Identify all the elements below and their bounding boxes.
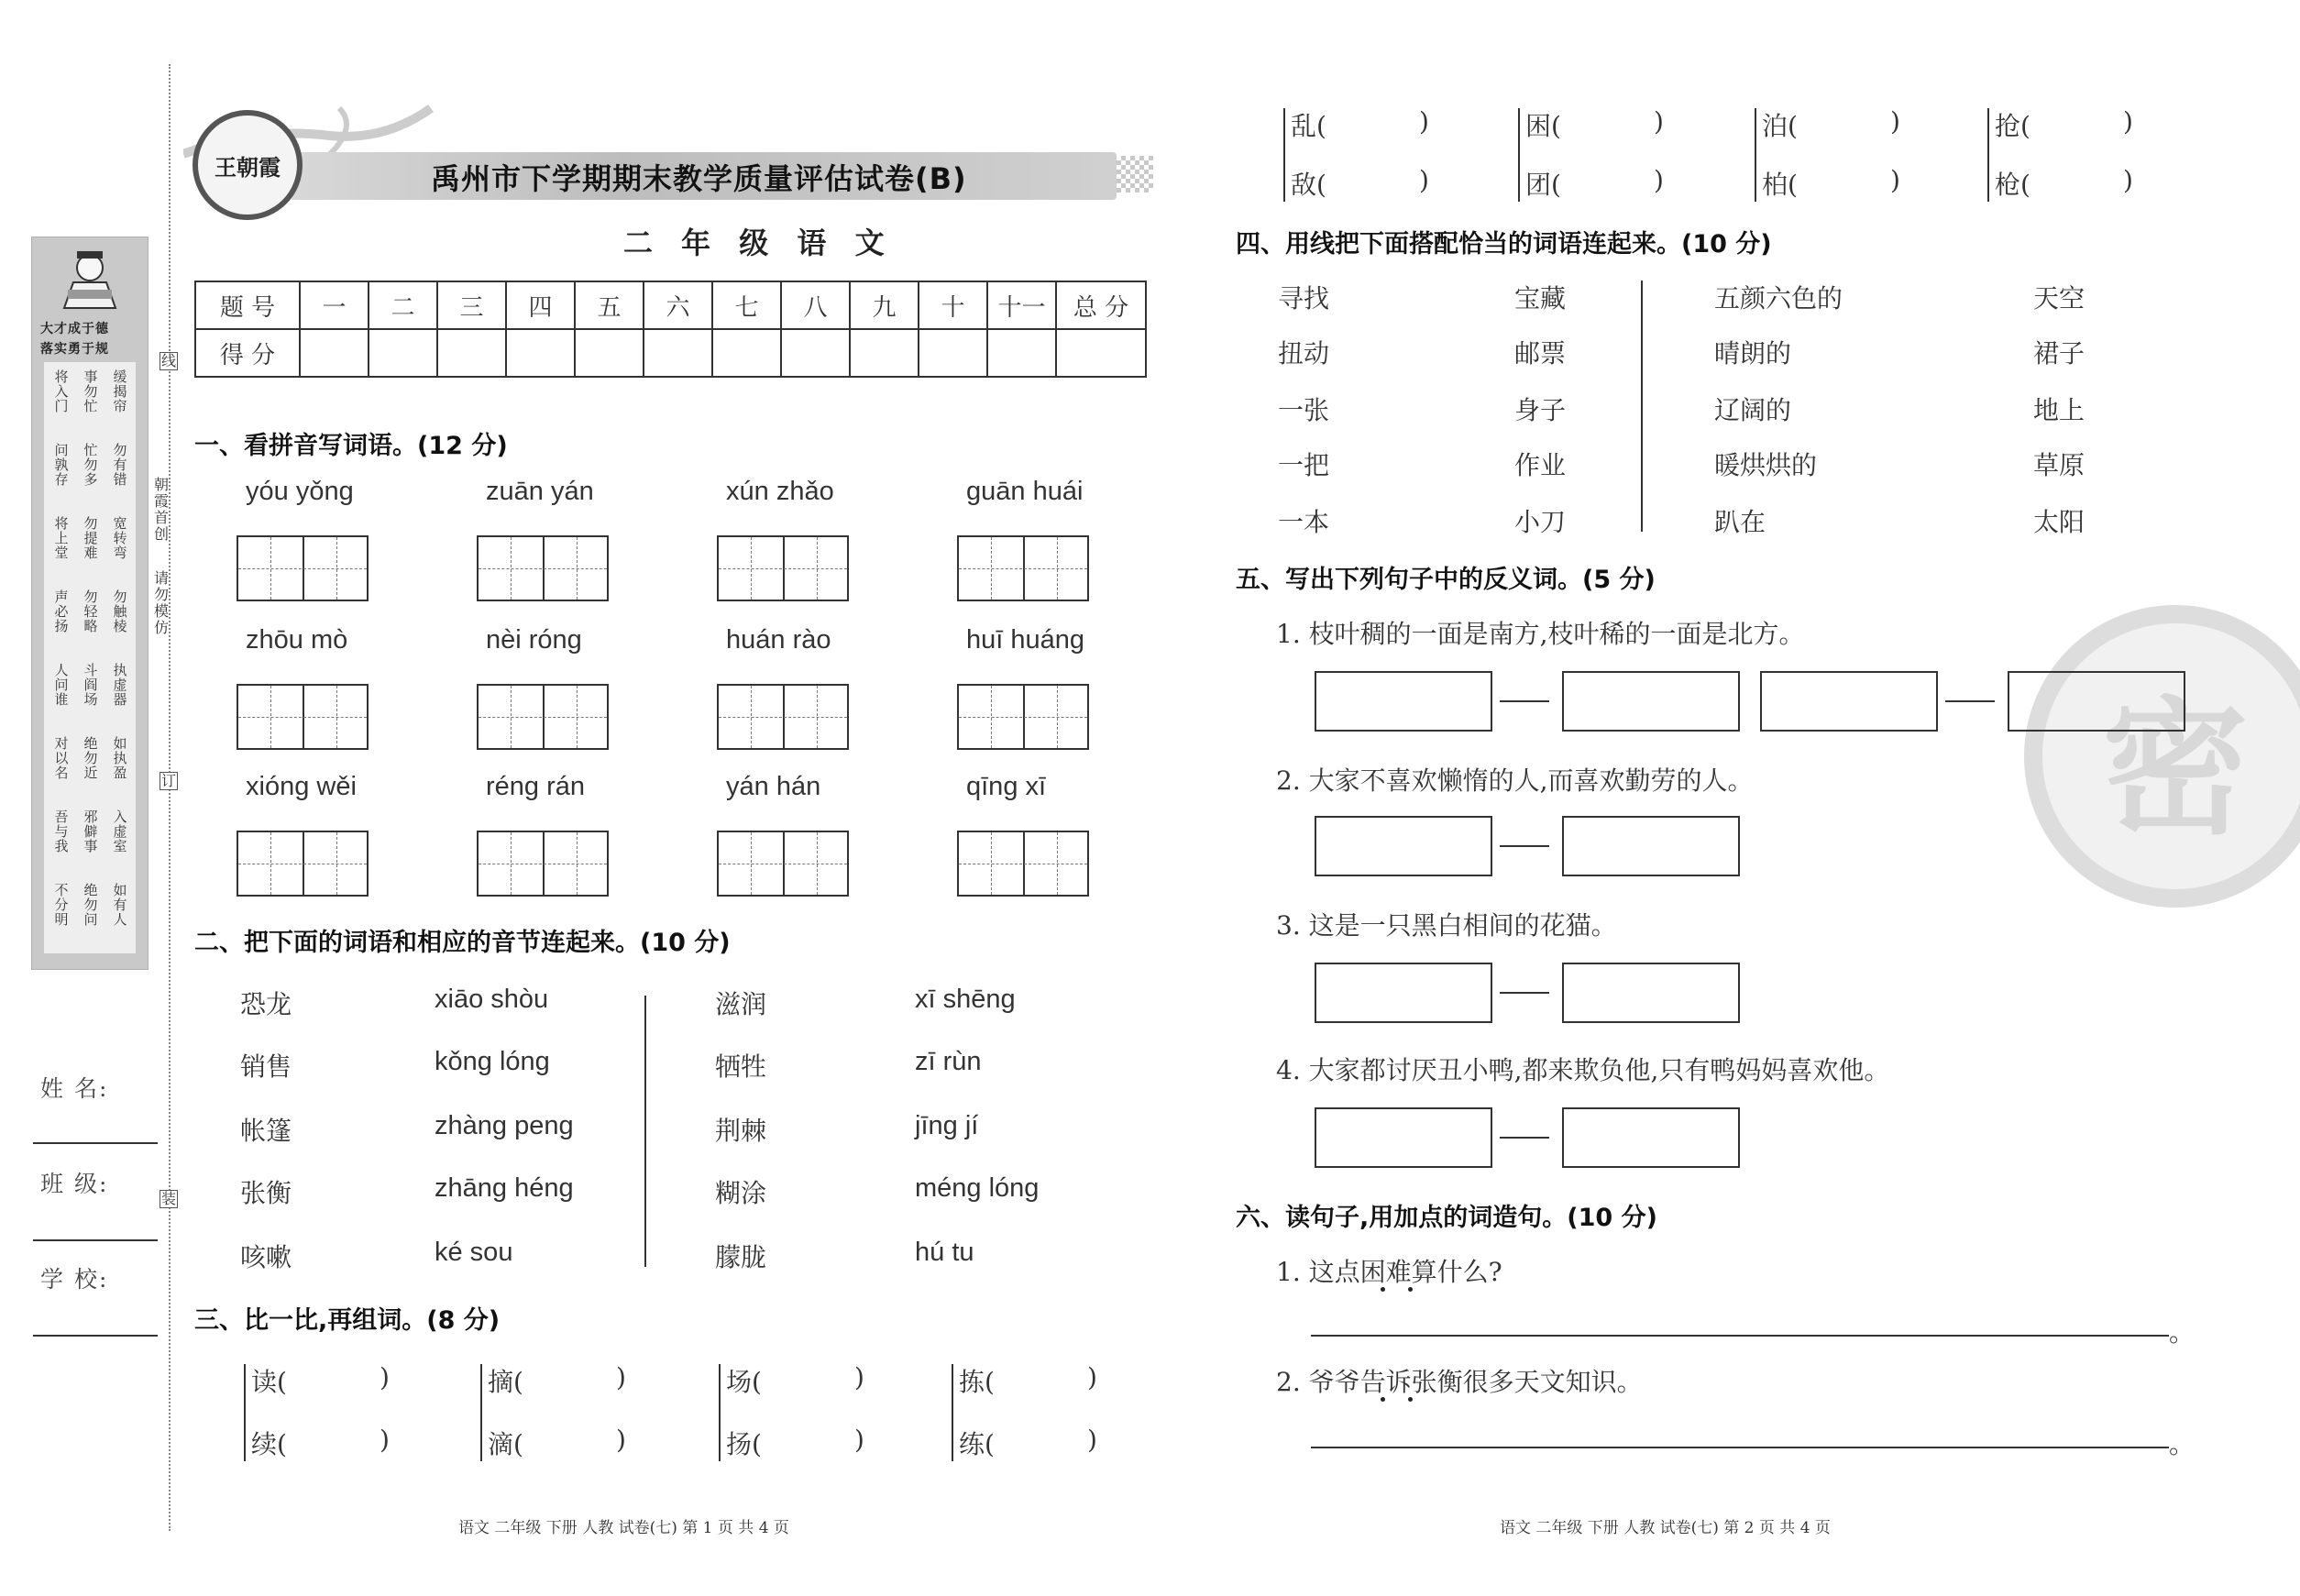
pinyin-label: huán rào <box>726 625 831 655</box>
pinyin-item: xiāo shòu <box>435 985 549 1014</box>
answer-box[interactable] <box>1562 816 1740 876</box>
word-item: 帐篷 <box>240 1116 292 1146</box>
score-input-cell[interactable] <box>781 329 850 377</box>
pair-close: ) <box>854 1362 864 1392</box>
confidential-stamp: 密 <box>2024 605 2300 908</box>
pair-char: 场( <box>726 1367 762 1397</box>
pair-dash <box>1500 845 1549 847</box>
match-word: 宝藏 <box>1514 283 1567 314</box>
pair-close: ) <box>1087 1362 1097 1392</box>
pair-bracket-line <box>719 1364 721 1461</box>
section6-heading: 六、读句子,用加点的词造句。(10 分) <box>1236 1204 1657 1232</box>
pair-char: 泊( <box>1762 111 1798 141</box>
binding-line <box>169 64 171 1531</box>
pair-bracket-line <box>952 1364 953 1461</box>
score-header-cell: 二 <box>369 281 437 329</box>
writing-grid[interactable] <box>477 831 609 897</box>
motto-column: 吾与我 <box>54 809 69 854</box>
scholar-illustration <box>55 248 125 312</box>
brand-logo: 王朝霞 <box>193 110 303 220</box>
pinyin-label: nèi róng <box>486 625 582 655</box>
pinyin-label: huī huáng <box>966 625 1085 655</box>
motto-top-2: 落实勇于规 <box>40 342 109 357</box>
writing-grid[interactable] <box>957 535 1089 601</box>
pair-char: 摘( <box>488 1367 523 1397</box>
pinyin-item: hú tu <box>915 1238 974 1267</box>
score-input-cell[interactable] <box>919 329 987 377</box>
score-input-cell[interactable] <box>644 329 712 377</box>
footer-left: 语文 二年级 下册 人教 试卷(七) 第 1 页 共 4 页 <box>458 1519 789 1537</box>
match-word: 扭动 <box>1278 338 1330 369</box>
pinyin-label: zhōu mò <box>246 625 348 655</box>
writing-grid[interactable] <box>717 684 849 750</box>
pinyin-item: kǒng lóng <box>435 1047 550 1076</box>
writing-grid[interactable] <box>237 684 369 750</box>
emphasis-dot <box>1408 1397 1413 1402</box>
match-word: 太阳 <box>2033 507 2085 537</box>
emphasis-dot <box>1408 1287 1413 1292</box>
motto-column: 执虚器 <box>113 662 127 708</box>
pair-close: ) <box>380 1362 390 1392</box>
answer-box[interactable] <box>2008 671 2185 732</box>
score-header-cell: 题 号 <box>195 281 300 329</box>
motto-top-1: 大才成于德 <box>40 322 109 336</box>
pair-close: ) <box>1419 106 1429 137</box>
motto-column: 宽转弯 <box>113 515 127 561</box>
end-mark-2: 。 <box>2169 1429 2195 1459</box>
pinyin-item: zhàng peng <box>435 1111 574 1140</box>
pinyin-label: zuān yán <box>486 477 594 506</box>
pair-char: 枪( <box>1995 170 2030 200</box>
margin-mark-1: 线 <box>160 352 176 369</box>
match-word: 趴在 <box>1714 507 1766 537</box>
writing-grid[interactable] <box>957 684 1089 750</box>
pair-close: ) <box>380 1425 390 1455</box>
pinyin-label: xún zhǎo <box>726 477 834 506</box>
pair-close: ) <box>2123 106 2133 137</box>
antonym-sentence: 3. 这是一只黑白相间的花猫。 <box>1276 910 1617 941</box>
motto-column: 如执盈 <box>113 735 127 781</box>
pair-bracket-line <box>244 1364 246 1461</box>
subject-title: 二 年 级 语 文 <box>623 226 894 260</box>
score-header-cell: 十一 <box>987 281 1056 329</box>
score-input-cell[interactable] <box>575 329 644 377</box>
score-input-cell[interactable] <box>506 329 575 377</box>
motto-column: 缓揭帘 <box>113 369 127 414</box>
pair-dash <box>1500 1137 1549 1139</box>
score-header-cell: 九 <box>850 281 919 329</box>
pair-bracket-line <box>1987 108 1989 202</box>
pinyin-label: qīng xī <box>966 772 1047 801</box>
match-word: 辽阔的 <box>1714 395 1792 425</box>
score-header-cell: 七 <box>712 281 781 329</box>
motto-group <box>44 875 136 949</box>
pair-char: 乱( <box>1291 111 1326 141</box>
score-header-cell: 五 <box>575 281 644 329</box>
score-input-cell[interactable] <box>1056 329 1146 377</box>
match-word: 暖烘烘的 <box>1714 450 1818 480</box>
pair-char: 柏( <box>1762 170 1798 200</box>
motto-column: 勿提难 <box>83 515 98 561</box>
pinyin-item: zī rùn <box>915 1047 982 1076</box>
pair-char: 敌( <box>1291 170 1326 200</box>
antonym-sentence: 4. 大家都讨厌丑小鸭,都来欺负他,只有鸭妈妈喜欢他。 <box>1276 1055 1890 1085</box>
score-input-cell[interactable] <box>712 329 781 377</box>
motto-columns <box>44 362 136 953</box>
emphasis-dot <box>1381 1397 1385 1402</box>
match-word: 晴朗的 <box>1714 338 1792 369</box>
answer-box[interactable] <box>1562 963 1740 1023</box>
pair-close: ) <box>2123 165 2133 195</box>
pair-close: ) <box>1654 106 1664 137</box>
pair-char: 抢( <box>1995 111 2030 141</box>
section5-heading: 五、写出下列句子中的反义词。(5 分) <box>1236 566 1656 594</box>
pair-dash <box>1500 700 1549 702</box>
pair-char: 练( <box>959 1429 995 1459</box>
match-word: 五颜六色的 <box>1714 283 1843 314</box>
pinyin-label: réng rán <box>486 772 586 801</box>
word-item: 咳嗽 <box>240 1242 292 1272</box>
motto-group <box>44 655 136 729</box>
pair-dash <box>1945 700 1995 702</box>
section2-divider <box>644 996 646 1267</box>
match-word: 邮票 <box>1514 338 1567 369</box>
writing-grid[interactable] <box>717 831 849 897</box>
motto-column: 将上堂 <box>54 515 69 561</box>
motto-group <box>44 582 136 655</box>
margin-mark-2: 订 <box>160 772 176 789</box>
score-table <box>194 281 1147 378</box>
score-input-cell[interactable] <box>369 329 437 377</box>
writing-grid[interactable] <box>237 831 369 897</box>
answer-box[interactable] <box>1760 671 1938 732</box>
class-label: 班 级: <box>40 1171 109 1197</box>
score-header-cell: 四 <box>506 281 575 329</box>
score-header-cell: 八 <box>781 281 850 329</box>
pinyin-label: yán hán <box>726 772 821 801</box>
match-word: 小刀 <box>1514 507 1567 537</box>
motto-column: 如有人 <box>113 882 127 928</box>
pinyin-item: zhāng héng <box>435 1173 574 1203</box>
pair-char: 读( <box>251 1367 287 1397</box>
motto-column: 绝勿问 <box>83 882 98 928</box>
answer-box[interactable] <box>1315 1107 1492 1168</box>
section3-heading: 三、比一比,再组词。(8 分) <box>194 1306 501 1335</box>
name-line <box>33 1142 158 1144</box>
motto-column: 斗阎场 <box>83 662 98 708</box>
motto-group <box>44 729 136 802</box>
pinyin-item: ké sou <box>435 1238 513 1267</box>
motto-column: 勿有错 <box>113 442 127 488</box>
answer-box[interactable] <box>1315 671 1492 732</box>
motto-column: 问孰存 <box>54 442 69 488</box>
score-header-cell: 三 <box>437 281 506 329</box>
section4-heading: 四、用线把下面搭配恰当的词语连起来。(10 分) <box>1236 230 1772 259</box>
match-word: 一张 <box>1278 395 1330 425</box>
word-item: 糊涂 <box>715 1178 767 1208</box>
checker-decoration <box>1117 156 1153 193</box>
section6-item-1: 1. 这点困难算什么? <box>1276 1257 1502 1287</box>
motto-column: 事勿忙 <box>83 369 98 414</box>
match-word: 作业 <box>1514 450 1567 480</box>
match-word: 天空 <box>2033 283 2085 314</box>
pair-close: ) <box>1890 165 1900 195</box>
score-input-cell[interactable] <box>437 329 506 377</box>
match-word: 身子 <box>1514 395 1567 425</box>
answer-box[interactable] <box>1315 816 1492 876</box>
emphasis-dot <box>1381 1287 1385 1292</box>
pair-close: ) <box>1087 1425 1097 1455</box>
vertical-note-2: 请勿模仿 <box>153 569 169 636</box>
motto-column: 绝勿近 <box>83 735 98 781</box>
pinyin-label: yóu yǒng <box>246 477 354 506</box>
pinyin-label: guān huái <box>966 477 1084 506</box>
exam-title: 禹州市下学期期末教学质量评估试卷(B) <box>431 161 967 196</box>
pair-close: ) <box>616 1425 626 1455</box>
pair-char: 扬( <box>726 1429 762 1459</box>
word-item: 张衡 <box>240 1178 292 1208</box>
pair-char: 拣( <box>959 1367 995 1397</box>
match-word: 一把 <box>1278 450 1330 480</box>
answer-line-2[interactable] <box>1311 1447 2169 1448</box>
word-item: 荆棘 <box>715 1116 767 1146</box>
match-word: 一本 <box>1278 507 1330 537</box>
pair-char: 续( <box>251 1429 287 1459</box>
word-item: 牺牲 <box>715 1051 767 1082</box>
writing-grid[interactable] <box>717 535 849 601</box>
pair-bracket-line <box>480 1364 482 1461</box>
score-header-cell: 六 <box>644 281 712 329</box>
motto-column: 勿触棱 <box>113 589 127 634</box>
word-item: 朦胧 <box>715 1242 767 1272</box>
pinyin-item: jīng jí <box>915 1111 979 1140</box>
word-item: 滋润 <box>715 989 767 1019</box>
section6-item-2: 2. 爷爷告诉张衡很多天文知识。 <box>1276 1367 1643 1397</box>
antonym-sentence: 2. 大家不喜欢懒惰的人,而喜欢勤劳的人。 <box>1276 765 1754 796</box>
class-line <box>33 1239 158 1241</box>
school-label: 学 校: <box>40 1266 109 1293</box>
word-item: 销售 <box>240 1051 292 1082</box>
answer-box[interactable] <box>1562 1107 1740 1168</box>
match-word: 裙子 <box>2033 338 2085 369</box>
margin-mark-3: 装 <box>160 1190 176 1207</box>
pair-char: 困( <box>1525 111 1561 141</box>
footer-right: 语文 二年级 下册 人教 试卷(七) 第 2 页 共 4 页 <box>1500 1519 1831 1537</box>
name-label: 姓 名: <box>40 1075 109 1102</box>
motto-column: 将入门 <box>54 369 69 414</box>
score-row-label: 得 分 <box>195 329 300 377</box>
match-word: 寻找 <box>1278 283 1330 314</box>
score-header-cell: 总 分 <box>1056 281 1146 329</box>
motto-column: 声必扬 <box>54 589 69 634</box>
motto-group <box>44 802 136 875</box>
answer-box[interactable] <box>1562 671 1740 732</box>
pair-close: ) <box>1890 106 1900 137</box>
section1-heading: 一、看拼音写词语。(12 分) <box>194 432 508 460</box>
pair-close: ) <box>854 1425 864 1455</box>
word-item: 恐龙 <box>240 989 292 1019</box>
motto-group <box>44 509 136 582</box>
writing-grid[interactable] <box>957 831 1089 897</box>
pinyin-item: xī shēng <box>915 985 1016 1014</box>
writing-grid[interactable] <box>237 535 369 601</box>
motto-column: 不分明 <box>54 882 69 928</box>
vertical-note-1: 朝霞首创 <box>153 476 169 543</box>
section4-divider <box>1641 281 1643 532</box>
motto-column: 勿轻略 <box>83 589 98 634</box>
pair-bracket-line <box>1283 108 1285 202</box>
score-input-cell[interactable] <box>300 329 369 377</box>
answer-box[interactable] <box>1315 963 1492 1023</box>
end-mark-1: 。 <box>2169 1317 2195 1348</box>
motto-column: 邪僻事 <box>83 809 98 854</box>
pinyin-item: méng lóng <box>915 1173 1040 1203</box>
motto-group <box>44 362 136 435</box>
writing-grid[interactable] <box>477 535 609 601</box>
school-line <box>33 1335 158 1337</box>
motto-column: 入虚室 <box>113 809 127 854</box>
writing-grid[interactable] <box>477 684 609 750</box>
pair-close: ) <box>616 1362 626 1392</box>
motto-column: 对以名 <box>54 735 69 781</box>
match-word: 草原 <box>2033 450 2085 480</box>
antonym-sentence: 1. 枝叶稠的一面是南方,枝叶稀的一面是北方。 <box>1276 619 1805 649</box>
pinyin-label: xióng wěi <box>246 772 357 801</box>
pair-dash <box>1500 992 1549 994</box>
match-word: 地上 <box>2033 395 2085 425</box>
score-header-cell: 一 <box>300 281 369 329</box>
pair-bracket-line <box>1755 108 1756 202</box>
motto-column: 忙勿多 <box>83 442 98 488</box>
pair-bracket-line <box>1518 108 1520 202</box>
motto-column: 人问谁 <box>54 662 69 708</box>
score-input-cell[interactable] <box>987 329 1056 377</box>
motto-group <box>44 435 136 509</box>
pair-char: 滴( <box>488 1429 523 1459</box>
pair-close: ) <box>1419 165 1429 195</box>
score-header-cell: 十 <box>919 281 987 329</box>
pair-char: 团( <box>1525 170 1561 200</box>
pair-close: ) <box>1654 165 1664 195</box>
answer-line-1[interactable] <box>1311 1335 2169 1337</box>
score-input-cell[interactable] <box>850 329 919 377</box>
section2-heading: 二、把下面的词语和相应的音节连起来。(10 分) <box>194 929 731 957</box>
